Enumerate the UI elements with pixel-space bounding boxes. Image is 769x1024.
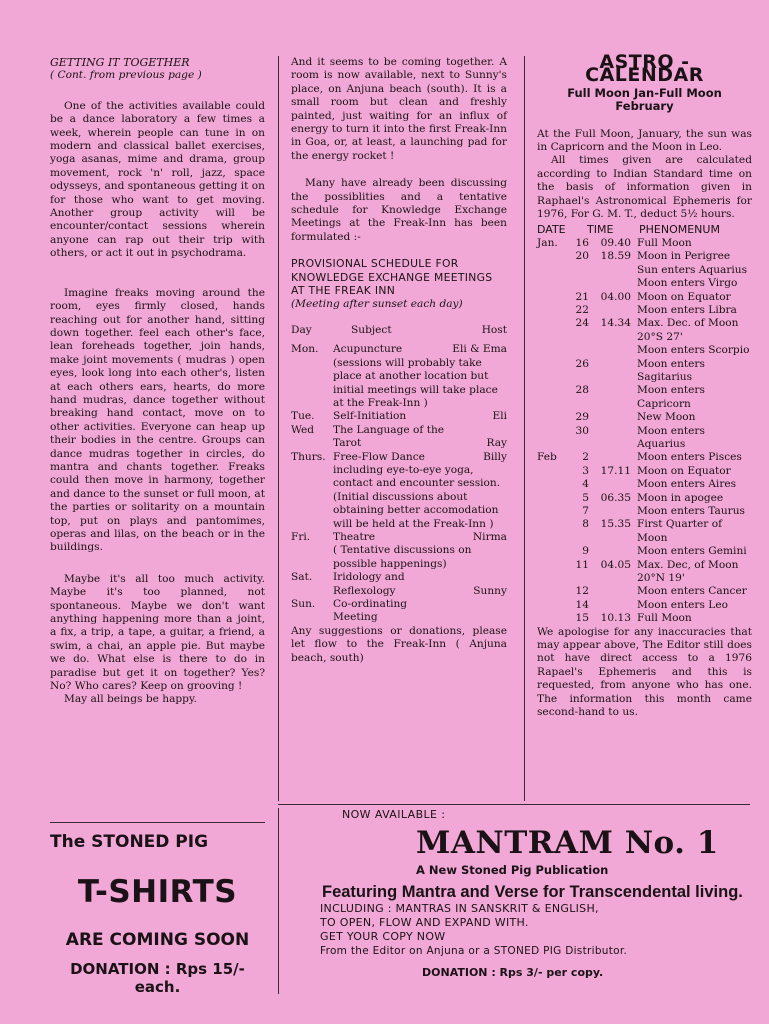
calendar-row: [537, 384, 752, 411]
schedule-row: [291, 410, 507, 423]
schedule-day: Fri.: [291, 531, 311, 543]
calendar-row: [537, 237, 752, 250]
ad-divider: [278, 808, 279, 994]
calendar-event: Moon enters Pisces: [637, 451, 742, 464]
calendar-month: [537, 344, 571, 357]
schedule-row: [291, 531, 507, 544]
calendar-time: [593, 264, 637, 277]
column-divider-left: [278, 56, 279, 801]
calendar-time: [593, 411, 637, 424]
mantram-from: From the Editor on Anjuna or a STONED PIG Distributor.: [320, 945, 628, 957]
calendar-event: Moon enters Aquarius: [637, 424, 705, 450]
calendar-month: [537, 492, 571, 505]
calendar-row: [537, 344, 752, 357]
calendar-header-date: DATE: [537, 223, 566, 237]
calendar-row: [537, 291, 752, 304]
mantram-get: GET YOUR COPY NOW: [320, 930, 446, 943]
schedule-row: [291, 598, 507, 625]
calendar-time: 17.11: [600, 464, 631, 477]
schedule-note: (Meeting after sunset each day): [291, 297, 463, 310]
schedule-note-row: including eye-to-eye yoga, contact and encounter session.: [333, 463, 501, 490]
calendar-time: [593, 478, 637, 491]
schedule-day: Wed: [291, 423, 315, 436]
calendar-time: [593, 384, 637, 411]
calendar-header: [537, 223, 752, 236]
calendar-time: [593, 505, 637, 518]
schedule-note-row: (sessions will probably take place at another location but initial meetings will take place at the Freak-Inn ): [333, 356, 498, 409]
calendar-event: New Moon: [637, 411, 696, 424]
mantram-open: TO OPEN, FLOW AND EXPAND WITH.: [320, 916, 529, 929]
schedule-host: Sunny: [473, 584, 507, 597]
calendar-month: [537, 250, 571, 263]
calendar-day: 9: [582, 545, 589, 558]
calendar-month: Feb: [537, 451, 557, 464]
calendar-event: Moon enters Capricorn: [637, 384, 705, 410]
schedule-day: Tue.: [291, 410, 315, 423]
calendar-event: Moon enters Cancer: [637, 585, 747, 598]
calendar-month: [537, 411, 571, 424]
calendar-event: Moon enters Sagitarius: [637, 357, 705, 383]
schedule-host: Nirma: [472, 531, 507, 543]
brand-name: The STONED PIG: [50, 832, 209, 852]
calendar-row: [537, 277, 752, 290]
calendar-day: 4: [582, 478, 589, 491]
calendar-day: 5: [582, 491, 589, 504]
article-paragraph: One of the activities available could be a dance laboratory a few times a week, wherein people can tune in on modern and classical ballet exercises, yoga asanas, mime and drama, group movement, rock 'n' roll, jazz, space odysseys, and spontaneous getting it on for those who want to get moving. Another group activity will be encounter/contact sessions wherein anyone can rap out their trip with others, or act it out in psychodrama.: [50, 99, 265, 260]
calendar-day: 11: [575, 558, 589, 571]
mantram-subtitle: A New Stoned Pig Publication: [416, 863, 609, 877]
calendar-day: 12: [575, 585, 589, 598]
schedule-header: [291, 324, 507, 337]
calendar-day: 16: [575, 236, 589, 249]
calendar-day: 26: [575, 357, 589, 370]
schedule-title: PROVISIONAL SCHEDULE FOR KNOWLEDGE EXCHANGE MEETINGS AT THE FREAK INN: [291, 257, 493, 298]
schedule-header-host: Host: [481, 323, 507, 336]
calendar-row: [537, 425, 752, 452]
schedule-day: Mon.: [291, 343, 319, 356]
calendar-row: [537, 317, 752, 344]
calendar-header-time: TIME: [587, 223, 614, 237]
calendar-table: [537, 237, 752, 626]
schedule-row: [291, 451, 507, 464]
calendar-day: 29: [575, 411, 589, 424]
calendar-day: 8: [582, 518, 589, 531]
schedule-host: Ray: [486, 437, 507, 450]
calendar-time: [593, 304, 637, 317]
calendar-time: [593, 545, 637, 558]
calendar-day: 15: [575, 612, 589, 625]
calendar-time: 10.13: [600, 612, 631, 625]
article-subheading: ( Cont. from previous page ): [50, 69, 202, 82]
schedule-note-row: ( Tentative discussions on possible happenings): [333, 544, 472, 570]
schedule-host: Billy: [483, 450, 507, 463]
calendar-event: Max. Dec, of Moon 20°N 19': [637, 558, 739, 585]
schedule-subject: Co-ordinating Meeting: [333, 598, 408, 624]
mantram-advert: [290, 808, 750, 998]
calendar-row: [537, 451, 752, 464]
donation-request: Any suggestions or donations, please let flow to the Freak-Inn ( Anjuna beach, south): [291, 624, 507, 664]
calendar-day: 2: [582, 451, 589, 464]
calendar-day: [571, 277, 593, 290]
calendar-month: [537, 585, 571, 598]
calendar-event: Moon enters Scorpio: [637, 344, 750, 357]
mantram-feature: Featuring Mantra and Verse for Transcendental living.: [322, 883, 743, 901]
calendar-day: 14: [575, 598, 589, 611]
apology-note: We apologise for any inaccuracies that may appear above, The Editor still does not have direct access to a 1976 Rapael's Ephemeris and this is requested, from anyone who has one. The information this month came second-hand to us.: [537, 625, 752, 719]
calendar-time: 14.34: [600, 317, 631, 330]
schedule-host: Eli: [492, 410, 507, 423]
calendar-event: Full Moon: [637, 236, 692, 249]
calendar-row: [537, 304, 752, 317]
schedule-subject: Self-Initiation: [333, 410, 407, 423]
ad-top-rule: [278, 804, 750, 805]
calendar-row: [537, 518, 752, 545]
calendar-month: [537, 358, 571, 385]
calendar-month: Jan.: [537, 236, 558, 249]
calendar-row: [537, 505, 752, 518]
calendar-event: Moon enters Aires: [637, 478, 737, 491]
schedule-subject: Free-Flow Dance: [333, 450, 425, 463]
calendar-day: 30: [575, 424, 589, 437]
calendar-event: Moon in Perigree: [637, 250, 731, 263]
coming-soon: ARE COMING SOON: [65, 930, 250, 950]
article-paragraph: And it seems to be coming together. A room is now available, next to Sunny's place, on Anjuna beach (south). It is a small room but clean and freshly painted, just waiting for an influx of energy to turn it into the first Freak-Inn in Goa, or, at least, a launching pad for the energy rocket !: [291, 56, 507, 162]
calendar-month: [537, 384, 571, 411]
schedule-row: [291, 343, 507, 356]
article-column-1: [50, 56, 265, 707]
calendar-row: [537, 250, 752, 263]
calendar-month: [537, 559, 571, 586]
calendar-time: [593, 277, 637, 290]
schedule-day: Sat.: [291, 571, 313, 584]
calendar-month: [537, 599, 571, 612]
calendar-month: [537, 317, 571, 344]
calendar-month: [537, 545, 571, 558]
calendar-row: [537, 264, 752, 277]
schedule-day: Thurs.: [291, 450, 326, 463]
calendar-row: [537, 358, 752, 385]
schedule-host: [449, 598, 507, 625]
tshirt-advert: [50, 826, 265, 996]
tshirt-top-rule: [50, 822, 265, 823]
calendar-row: [537, 478, 752, 491]
mantram-donation: DONATION : Rps 3/- per copy.: [422, 966, 604, 979]
calendar-month: [537, 505, 571, 518]
calendar-day: 21: [575, 290, 589, 303]
calendar-month: [537, 612, 571, 625]
calendar-time: [593, 358, 637, 385]
article-paragraph: Imagine freaks moving around the room, eyes firmly closed, hands reaching out for another hand, sitting down together. feel each other's face, lean foreheads together, join hands, make joint movements ( mudras ) open eyes, look long into each other's, listen at each others ears, hearts, do more hand mudras, dance together without breaking hand contact, move on to other activities. Everyone can heap up their bodies in the centre. Groups can dance mudras together in circles, do mantra and chants together. Freaks could then move in harmony, together and dance to the sunset or full moon, at the parties or solitarity on a mountain top, put on plays and pantomimes, operas and lilas, on the beach or in the buildings.: [50, 286, 265, 554]
calendar-event: Moon enters Taurus: [637, 505, 745, 517]
article-heading: GETTING IT TOGETHER: [50, 56, 190, 69]
calendar-month: [537, 518, 571, 545]
astro-calendar-column: [537, 51, 752, 720]
calendar-day: [571, 264, 593, 277]
article-column-2: [291, 56, 507, 665]
calendar-event: Moon enters Leo: [637, 598, 728, 611]
schedule-row: [291, 424, 507, 451]
schedule-subject: Theatre: [333, 531, 376, 543]
article-closing: May all beings be happy.: [64, 693, 197, 706]
calendar-time: 09.40: [600, 236, 631, 249]
tshirt-donation: DONATION : Rps 15/- each.: [70, 960, 245, 996]
astro-intro: At the Full Moon, January, the sun was in Capricorn and the Moon in Leo.: [537, 127, 752, 154]
astro-intro-times: All times given are calculated according to Indian Standard time on the basis of information given in Raphael's Astronomical Ephemeris for 1976, For G. M. T., deduct 5½ hours.: [537, 154, 752, 221]
calendar-day: 7: [582, 505, 589, 517]
calendar-day: 20: [575, 250, 589, 263]
calendar-event: Moon enters Virgo: [637, 277, 738, 290]
calendar-event: Moon enters Libra: [637, 303, 737, 316]
calendar-month: [537, 304, 571, 317]
schedule-subject: Acupuncture: [333, 343, 403, 356]
schedule-header-day: Day: [291, 323, 312, 336]
schedule-row: [291, 571, 507, 598]
calendar-event: Sun enters Aquarius: [637, 263, 748, 276]
schedule-header-subject: Subject: [351, 323, 392, 336]
calendar-row: [537, 465, 752, 478]
calendar-time: [593, 451, 637, 464]
calendar-day: 22: [575, 303, 589, 316]
calendar-month: [537, 478, 571, 491]
calendar-row: [537, 492, 752, 505]
article-paragraph: Maybe it's all too much activity. Maybe it's too planned, not spontaneous. Maybe we don't want anything happening more than a joint, a fix, a trip, a tape, a guitar, a friend, a swim, a chai, an apple pie. But maybe we do. What else is there to do in paradise but get it on together? Yes? No? Who cares? Keep on grooving !: [50, 572, 265, 693]
calendar-day: 28: [575, 384, 589, 397]
calendar-row: [537, 411, 752, 424]
astro-calendar-subtitle: Full Moon Jan-Full Moon February: [567, 85, 722, 114]
calendar-row: [537, 585, 752, 598]
calendar-month: [537, 425, 571, 452]
mantram-title: MANTRAM No. 1: [416, 825, 719, 861]
calendar-time: 04.00: [600, 290, 631, 303]
calendar-day: 3: [582, 464, 589, 477]
calendar-time: [593, 425, 637, 452]
calendar-month: [537, 277, 571, 290]
mantram-including: INCLUDING : MANTRAS IN SANSKRIT & ENGLISH,: [320, 902, 599, 915]
calendar-event: First Quarter of Moon: [637, 518, 723, 544]
calendar-header-phenomenon: PHENOMENUM: [639, 223, 720, 237]
calendar-time: [593, 599, 637, 612]
calendar-event: Moon on Equator: [637, 290, 731, 303]
calendar-time: 15.35: [600, 518, 631, 531]
calendar-time: 04.05: [600, 558, 631, 571]
schedule-day: Sun.: [291, 598, 316, 611]
calendar-month: [537, 264, 571, 277]
calendar-time: [593, 585, 637, 598]
calendar-time: 06.35: [600, 491, 631, 504]
calendar-month: [537, 465, 571, 478]
calendar-event: Moon on Equator: [637, 464, 731, 477]
schedule-subject: Iridology and Reflexology: [333, 571, 405, 597]
schedule-host: Eli & Ema: [452, 343, 507, 356]
column-divider-right: [524, 56, 525, 801]
calendar-row: [537, 545, 752, 558]
now-available: NOW AVAILABLE :: [342, 808, 446, 821]
calendar-day: [571, 344, 593, 357]
calendar-time: [593, 344, 637, 357]
calendar-row: [537, 612, 752, 625]
calendar-day: 24: [575, 317, 589, 330]
calendar-row: [537, 559, 752, 586]
calendar-event: Max. Dec. of Moon 20°S 27': [637, 317, 739, 343]
calendar-row: [537, 599, 752, 612]
astro-calendar-title: ASTRO - CALENDAR: [585, 51, 704, 87]
calendar-month: [537, 291, 571, 304]
calendar-event: Moon in apogee: [637, 491, 724, 504]
calendar-event: Full Moon: [637, 612, 692, 625]
schedule-note-row: (Initial discussions about obtaining better accomodation will be held at the Freak-Inn ): [333, 490, 499, 530]
product-name: T-SHIRTS: [77, 874, 238, 910]
article-paragraph: Many have already been discussing the possiblities and a tentative schedule for Knowledge Exchange Meetings at the Freak-Inn has been formulated :-: [291, 177, 507, 243]
calendar-time: 18.59: [600, 250, 631, 263]
calendar-event: Moon enters Gemini: [637, 545, 747, 558]
schedule-subject: The Language of the Tarot: [333, 423, 445, 450]
